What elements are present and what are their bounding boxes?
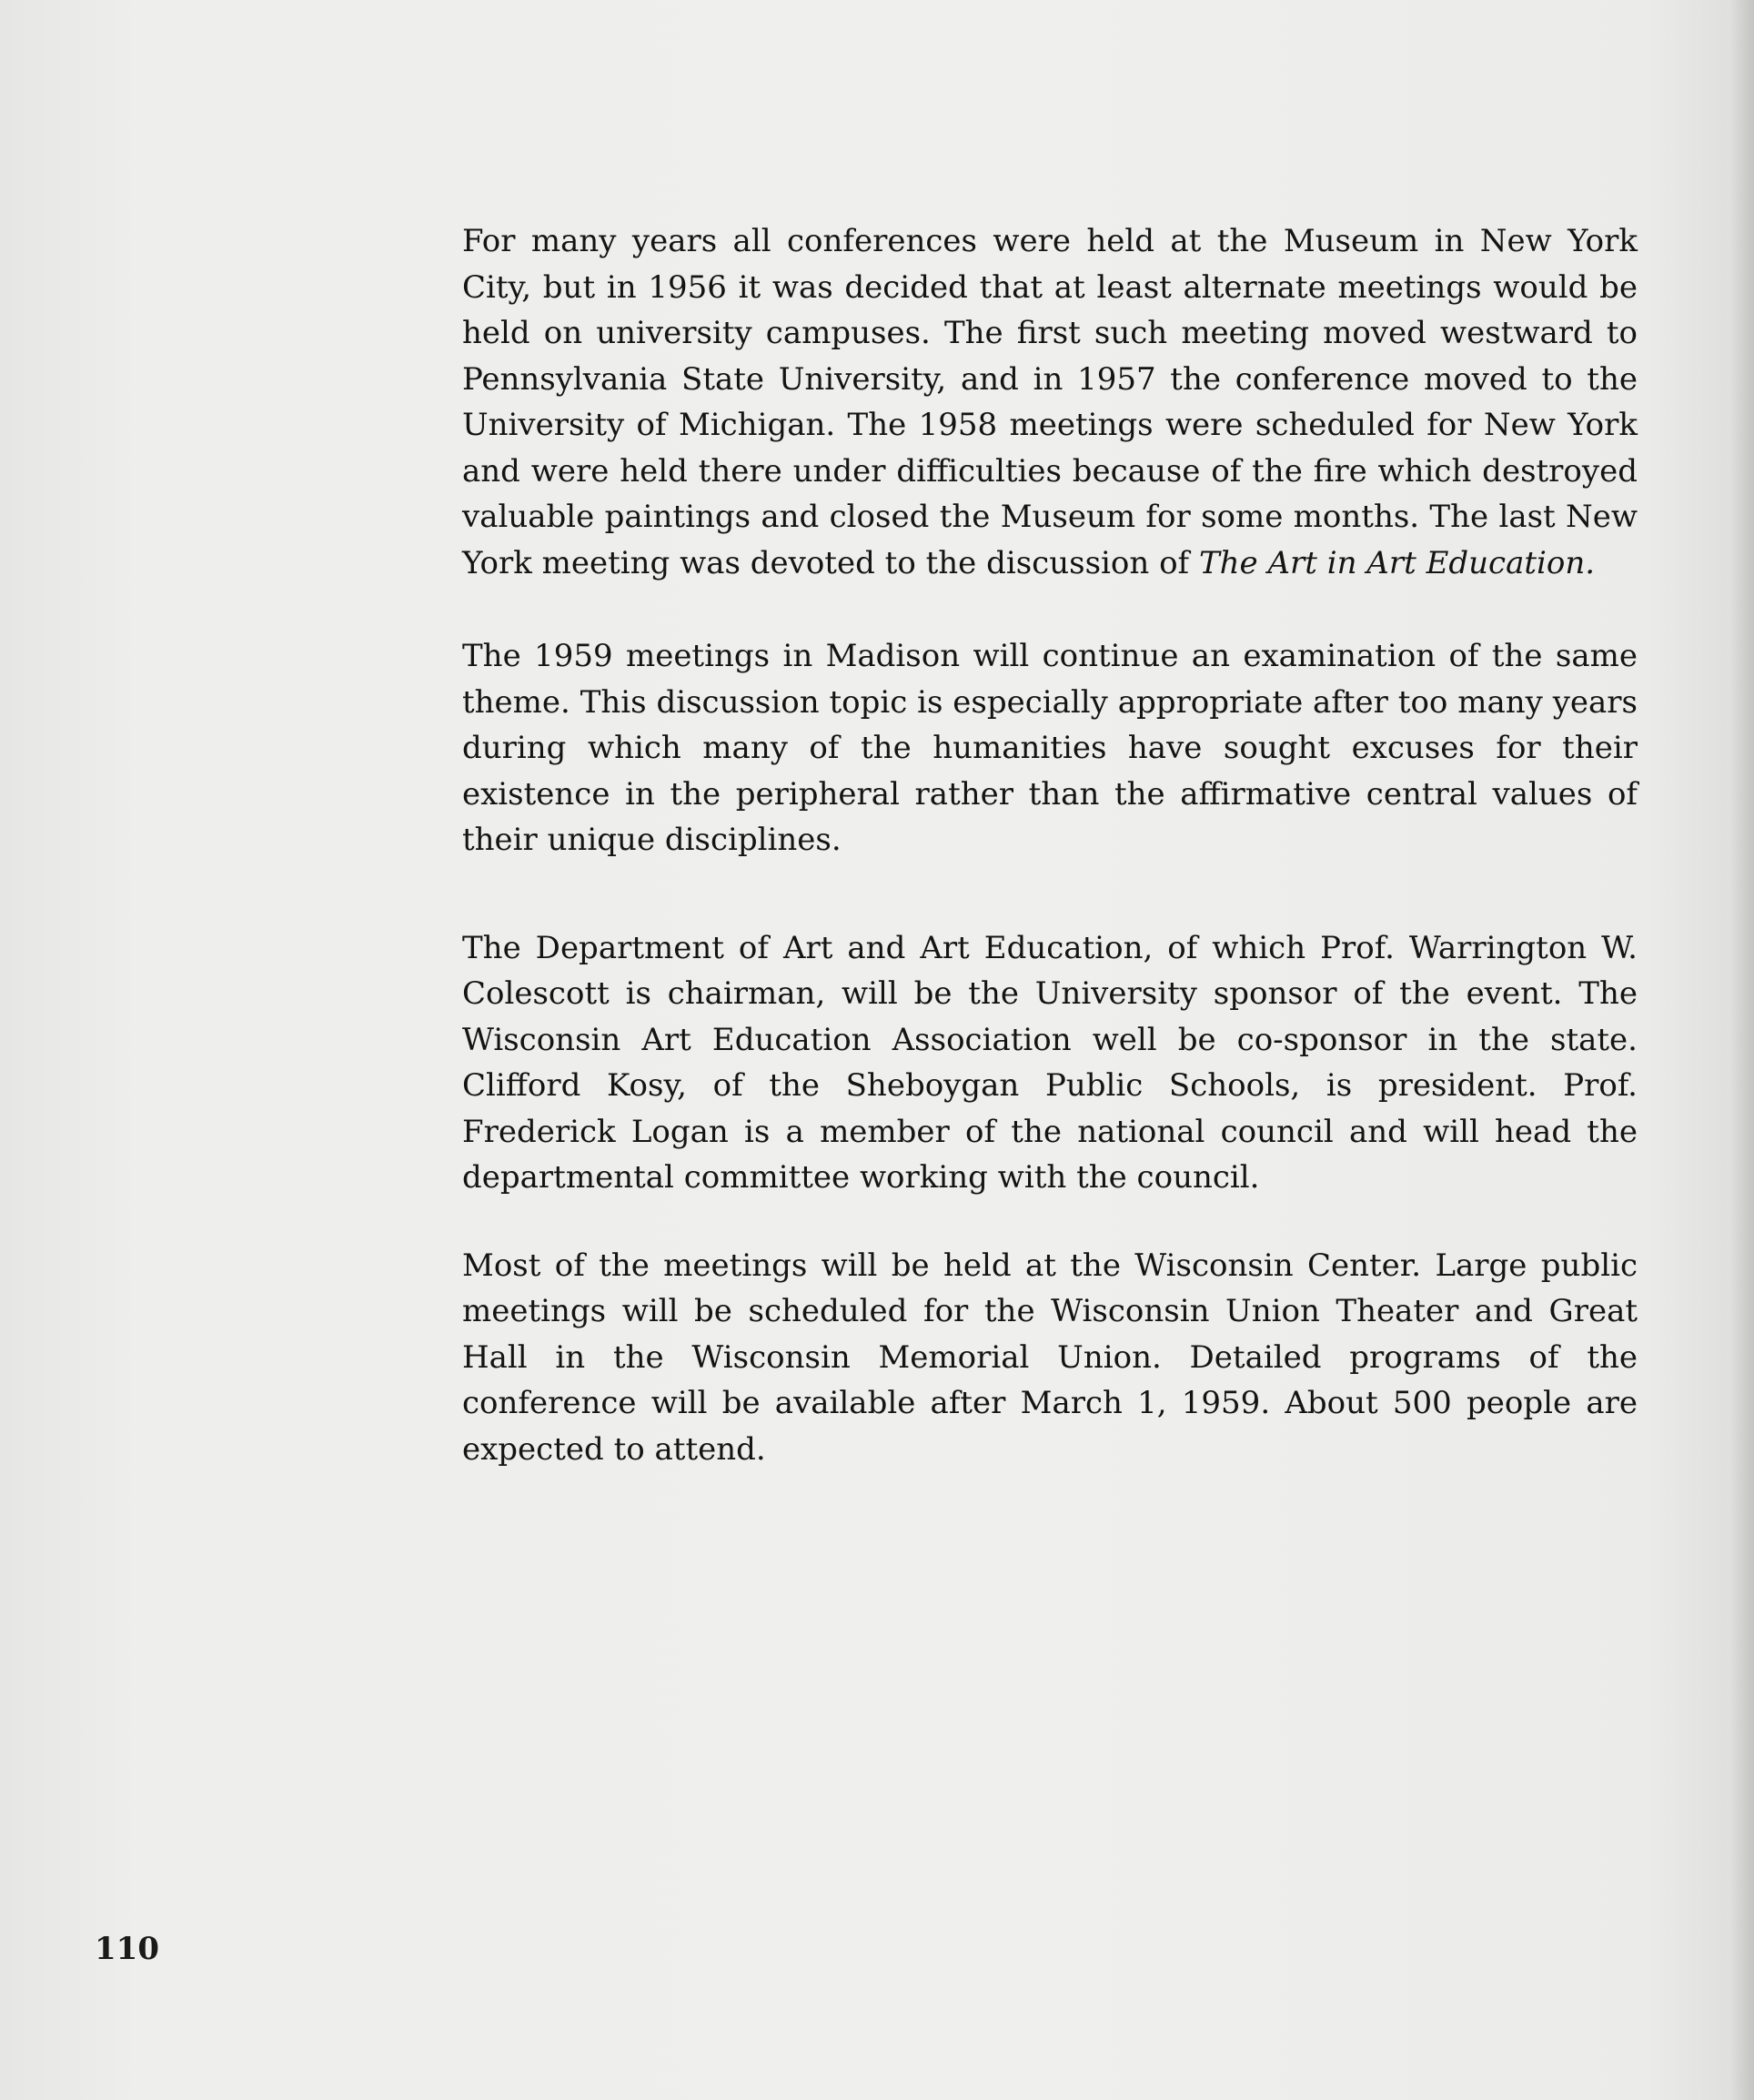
italic-title: The Art in Art Education. xyxy=(1198,544,1596,581)
page-edge-shadow xyxy=(1730,0,1754,2100)
paragraph-madison-meetings: The 1959 meetings in Madison will continue an examination of the same theme. This discussion topic is especially appropriate after too many years during which many of the humanities have sought excuses for their existence in the peripheral rather than the affirmative central values of their unique disciplines. xyxy=(462,638,1638,858)
paragraph-meeting-locations: Most of the meetings will be held at the Wisconsin Center. Large public meetings will be scheduled for the Wisconsin Union Theater and Great Hall in the Wisconsin Memorial Union. Detailed programs of the conference will be available after March 1, 1959. About 500 people are expected to attend. xyxy=(462,1247,1638,1468)
page-number: 110 xyxy=(95,1931,159,1967)
paragraph-department-sponsor: The Department of Art and Art Education, of which Prof. Warrington W. Colescott is chairman, will be the University sponsor of the event. The Wisconsin Art Education Association well be co-sponsor in the state. Clifford Kosy, of the Sheboygan Public Schools, is president. Prof. Frederick Logan is a member of the national council and will head the departmental committee working with the council. xyxy=(462,929,1638,1196)
paragraph-text: For many years all conferences were held at the Museum in New York City, but in 1956 it was decided that at least alternate meetings would be held on university campuses. The first such meeting moved westward to Pennsylvania State University, and in 1957 the conference moved to the University of Michigan. The 1958 meetings were scheduled for New York and were held there under difficulties because of the fire which destroyed valuable paintings and closed the Museum for some months. The last New York meeting was devoted to the discussion of xyxy=(462,223,1638,581)
body-text xyxy=(462,218,1638,1472)
paragraph-conference-history xyxy=(462,218,1638,586)
